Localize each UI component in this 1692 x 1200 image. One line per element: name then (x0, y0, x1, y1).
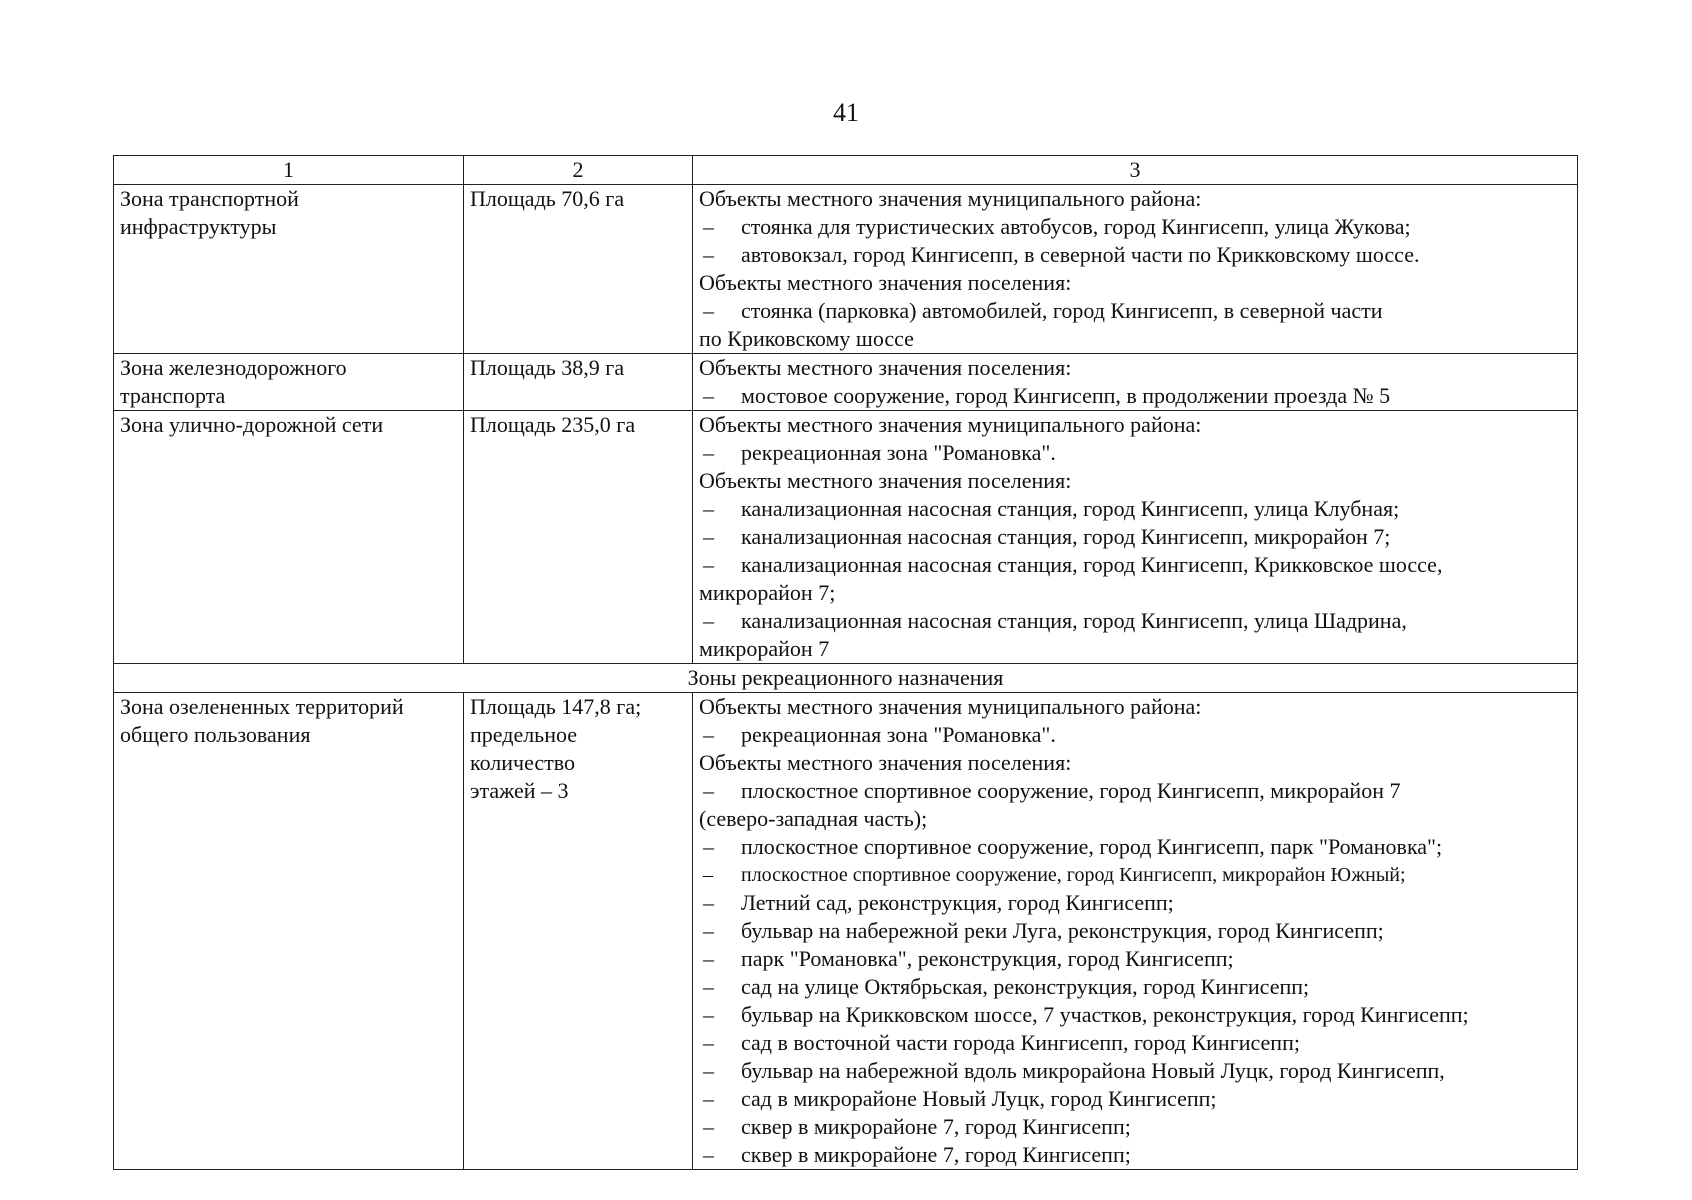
table-row (114, 693, 1578, 1170)
list-item: – плоскостное спортивное сооружение, город Кингисепп, микрорайон Южный; (699, 861, 1571, 889)
list-item: – бульвар на Крикковском шоссе, 7 участков, реконструкция, город Кингисепп; (699, 1001, 1571, 1029)
list-item: – канализационная насосная станция, город Кингисепп, улица Клубная; (699, 495, 1571, 523)
zone-name: транспорта (120, 383, 226, 408)
zone-param: количество (470, 750, 576, 775)
zone-params-cell (464, 354, 693, 411)
objects-heading: Объекты местного значения поселения: (699, 355, 1072, 380)
zone-name: Зона улично-дорожной сети (120, 412, 384, 437)
table-row (114, 411, 1578, 664)
zone-params-cell (464, 411, 693, 664)
list-item: – рекреационная зона "Романовка". (699, 439, 1571, 467)
list-item: – канализационная насосная станция, город Кингисепп, микрорайон 7; (699, 523, 1571, 551)
zone-name-cell (114, 411, 464, 664)
zone-params-cell (464, 693, 693, 1170)
zone-name: инфраструктуры (120, 214, 277, 239)
zone-param: этажей – 3 (470, 778, 569, 803)
zone-param: Площадь 38,9 га (470, 355, 625, 380)
zone-name-cell (114, 185, 464, 354)
table-row (114, 185, 1578, 354)
section-title: Зоны рекреационного назначения (114, 664, 1578, 693)
list-item: – сад в микрорайоне Новый Луцк, город Кингисепп; (699, 1085, 1571, 1113)
list-item: – Летний сад, реконструкция, город Кингисепп; (699, 889, 1571, 917)
objects-cell (693, 693, 1578, 1170)
zone-param: Площадь 235,0 га (470, 412, 636, 437)
zone-name-cell (114, 354, 464, 411)
list-item: – мостовое сооружение, город Кингисепп, в продолжении проезда № 5 (699, 382, 1571, 410)
zone-param: предельное (470, 722, 578, 747)
header-col-3: 3 (693, 156, 1578, 185)
zones-table (113, 155, 1578, 1170)
list-item: – сад в восточной части города Кингисепп, город Кингисепп; (699, 1029, 1571, 1057)
objects-heading: Объекты местного значения муниципального района: (699, 694, 1202, 719)
list-item-continuation: микрорайон 7; (699, 580, 836, 605)
list-item: – сквер в микрорайоне 7, город Кингисепп; (699, 1113, 1571, 1141)
header-col-2: 2 (464, 156, 693, 185)
section-row (114, 664, 1578, 693)
list-item-continuation: микрорайон 7 (699, 636, 830, 661)
list-item: – парк "Романовка", реконструкция, город Кингисепп; (699, 945, 1571, 973)
zone-param: Площадь 70,6 га (470, 186, 625, 211)
zone-name-cell (114, 693, 464, 1170)
list-item: – бульвар на набережной вдоль микрорайона Новый Луцк, город Кингисепп, (699, 1057, 1571, 1085)
zone-name: Зона озелененных территорий (120, 694, 404, 719)
zone-name: Зона транспортной (120, 186, 299, 211)
list-item: – бульвар на набережной реки Луга, реконструкция, город Кингисепп; (699, 917, 1571, 945)
table-row (114, 354, 1578, 411)
list-item: – канализационная насосная станция, город Кингисепп, Крикковское шоссе, (699, 551, 1571, 579)
objects-heading: Объекты местного значения поселения: (699, 270, 1072, 295)
list-item: – сквер в микрорайоне 7, город Кингисепп; (699, 1141, 1571, 1169)
objects-cell (693, 185, 1578, 354)
table-header-row (114, 156, 1578, 185)
list-item-continuation: (северо-западная часть); (699, 806, 928, 831)
zone-name: Зона железнодорожного (120, 355, 347, 380)
zone-params-cell (464, 185, 693, 354)
list-item: – плоскостное спортивное сооружение, город Кингисепп, парк "Романовка"; (699, 833, 1571, 861)
objects-heading: Объекты местного значения муниципального района: (699, 186, 1202, 211)
list-item: – канализационная насосная станция, город Кингисепп, улица Шадрина, (699, 607, 1571, 635)
list-item: – автовокзал, город Кингисепп, в северной части по Крикковскому шоссе. (699, 241, 1571, 269)
page-number: 41 (833, 98, 859, 127)
zone-name: общего пользования (120, 722, 311, 747)
objects-heading: Объекты местного значения поселения: (699, 468, 1072, 493)
objects-cell (693, 354, 1578, 411)
list-item: – сад на улице Октябрьская, реконструкция, город Кингисепп; (699, 973, 1571, 1001)
header-col-1: 1 (114, 156, 464, 185)
list-item: – плоскостное спортивное сооружение, город Кингисепп, микрорайон 7 (699, 777, 1571, 805)
objects-heading: Объекты местного значения муниципального района: (699, 412, 1202, 437)
list-item: – стоянка (парковка) автомобилей, город Кингисепп, в северной части (699, 297, 1571, 325)
objects-heading: Объекты местного значения поселения: (699, 750, 1072, 775)
objects-cell (693, 411, 1578, 664)
zone-param: Площадь 147,8 га; (470, 694, 642, 719)
list-item: – стоянка для туристических автобусов, город Кингисепп, улица Жукова; (699, 213, 1571, 241)
list-item: – рекреационная зона "Романовка". (699, 721, 1571, 749)
list-item-continuation: по Криковскому шоссе (699, 326, 914, 351)
